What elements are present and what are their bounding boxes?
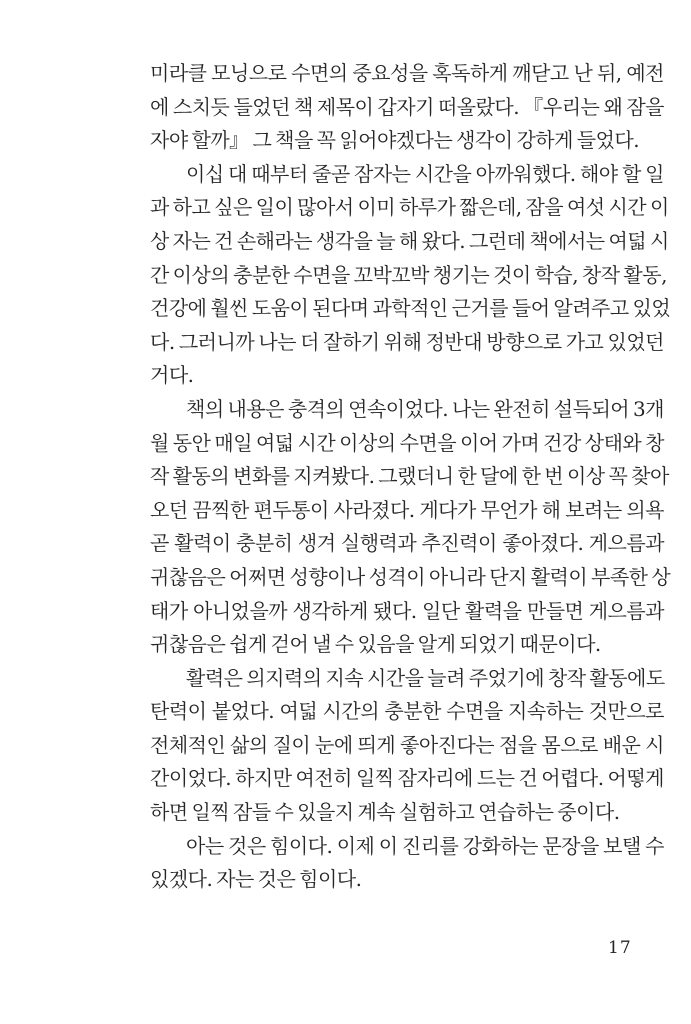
text-line: 전체적인 삶의 질이 눈에 띄게 좋아진다는 점을 몸으로 배운 시 [150, 732, 664, 757]
text-line: 태가 아니었을까 생각하게 됐다. 일단 활력을 만들면 게으름과 [150, 598, 664, 623]
body-text [150, 57, 671, 897]
text-line: 간이었다. 하지만 여전히 일찍 잠자리에 드는 건 어렵다. 어떻게 [150, 766, 664, 791]
text-line: 작 활동의 변화를 지켜봤다. 그랬더니 한 달에 한 번 이상 꼭 찾아 [150, 464, 669, 489]
text-line: 에 스치듯 들었던 책 제목이 갑자기 떠올랐다. 『우리는 왜 잠을 [150, 94, 664, 119]
text-line: 하면 일찍 잠들 수 있을지 계속 실험하고 연습하는 중이다. [150, 800, 620, 825]
text-line: 활력은 의지력의 지속 시간을 늘려 주었기에 창작 활동에도 [186, 665, 665, 690]
text-line: 귀찮음은 쉽게 걷어 낼 수 있음을 알게 되었기 때문이다. [150, 632, 601, 657]
text-line: 자야 할까』 그 책을 꼭 읽어야겠다는 생각이 강하게 들었다. [150, 128, 640, 153]
text-line: 책의 내용은 충격의 연속이었다. 나는 완전히 설득되어 3개 [186, 396, 664, 421]
text-line: 미라클 모닝으로 수면의 중요성을 혹독하게 깨닫고 난 뒤, 예전 [150, 61, 664, 85]
page-number: 17 [608, 938, 632, 958]
text-line: 거다. [150, 363, 194, 388]
text-line: 간 이상의 충분한 수면을 꼬박꼬박 챙기는 것이 학습, 창작 활동, [150, 262, 667, 287]
text-line: 건강에 훨씬 도움이 된다며 과학적인 근거를 들어 알려주고 있었 [150, 296, 671, 321]
text-line: 다. 그러니까 나는 더 잘하기 위해 정반대 방향으로 가고 있었던 [150, 329, 664, 354]
text-line: 탄력이 붙었다. 여덟 시간의 충분한 수면을 지속하는 것만으로 [150, 699, 664, 724]
text-line: 아는 것은 힘이다. 이제 이 진리를 강화하는 문장을 보탤 수 [186, 833, 664, 858]
text-line: 과 하고 싶은 일이 많아서 이미 하루가 짧은데, 잠을 여섯 시간 이 [150, 195, 669, 220]
text-line: 귀찮음은 어쩌면 성향이나 성격이 아니라 단지 활력이 부족한 상 [150, 564, 671, 589]
text-line: 있겠다. 자는 것은 힘이다. [150, 867, 362, 892]
text-line: 이십 대 때부터 줄곧 잠자는 시간을 아까워했다. 해야 할 일 [186, 161, 664, 186]
text-line: 오던 끔찍한 편두통이 사라졌다. 게다가 무언가 해 보려는 의욕 [150, 497, 664, 522]
text-line: 상 자는 건 손해라는 생각을 늘 해 왔다. 그런데 책에서는 여덟 시 [150, 228, 669, 253]
text-line: 곧 활력이 충분히 생겨 실행력과 추진력이 좋아졌다. 게으름과 [150, 531, 664, 556]
text-line: 월 동안 매일 여덟 시간 이상의 수면을 이어 가며 건강 상태와 창 [150, 430, 664, 455]
